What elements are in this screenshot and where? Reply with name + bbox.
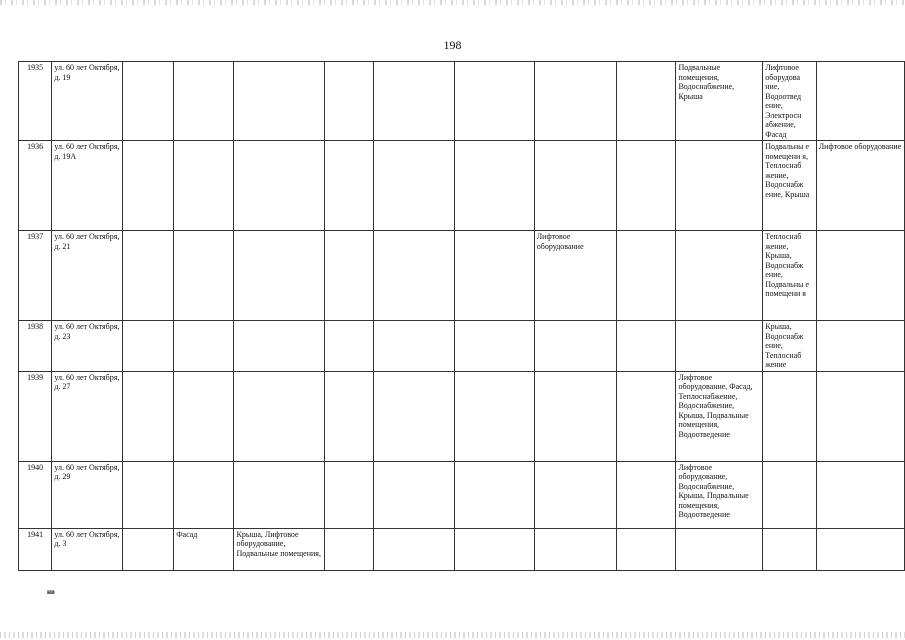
table-cell: [174, 321, 234, 372]
table-cell: Подвальны е помещени я, Теплоснаб жение, Водоснабж ение, Крыша: [763, 141, 816, 231]
scan-edge-bottom: [0, 632, 905, 638]
footer-mark: нв: [47, 588, 55, 596]
row-number: 1937: [19, 231, 52, 321]
table-cell: Лифтовое оборудова ние, Водоотвед ение, Электросн абжение, Фасад: [763, 62, 816, 141]
table-row: [19, 231, 905, 321]
table-cell: [374, 231, 454, 321]
table-cell: [174, 371, 234, 461]
row-number: 1938: [19, 321, 52, 372]
address-cell: ул. 60 лет Октября, д. 29: [52, 461, 122, 528]
table-cell: [763, 461, 816, 528]
table-cell: [676, 321, 763, 372]
table-cell: [454, 461, 534, 528]
table-cell: [454, 141, 534, 231]
table-cell: [816, 231, 904, 321]
table-cell: [454, 528, 534, 570]
table-cell: [534, 528, 616, 570]
table-cell: [174, 62, 234, 141]
address-cell: ул. 60 лет Октября, д. 27: [52, 371, 122, 461]
table-cell: [676, 231, 763, 321]
table-cell: [374, 62, 454, 141]
table-cell: [234, 461, 324, 528]
table-cell: [374, 461, 454, 528]
row-number: 1941: [19, 528, 52, 570]
address-cell: ул. 60 лет Октября, д. 19А: [52, 141, 122, 231]
table-cell: [763, 528, 816, 570]
table-cell: [174, 231, 234, 321]
table-cell: Фасад: [174, 528, 234, 570]
table-cell: [374, 371, 454, 461]
table-cell: [122, 231, 174, 321]
table-cell: [122, 461, 174, 528]
table-cell: [324, 528, 374, 570]
table-cell: Лифтовое оборудование: [534, 231, 616, 321]
table-cell: [122, 141, 174, 231]
table-cell: [234, 62, 324, 141]
table-cell: [534, 461, 616, 528]
table-row: [19, 62, 905, 141]
table-cell: Крыша, Водоснабж ение, Теплоснаб жение: [763, 321, 816, 372]
table-cell: [234, 321, 324, 372]
table-cell: [454, 62, 534, 141]
register-table: [18, 61, 905, 571]
table-cell: [324, 461, 374, 528]
table-cell: [234, 141, 324, 231]
table-cell: [122, 371, 174, 461]
table-cell: [816, 62, 904, 141]
row-number: 1936: [19, 141, 52, 231]
table-cell: [174, 141, 234, 231]
table-cell: [763, 371, 816, 461]
table-cell: [617, 461, 676, 528]
table-cell: Лифтовое оборудование, Фасад, Теплоснабжение, Водоснабжение, Крыша, Подвальные помещения, Водоотведение: [676, 371, 763, 461]
table-cell: [324, 62, 374, 141]
table-cell: [454, 231, 534, 321]
table-cell: [617, 371, 676, 461]
table-cell: [534, 141, 616, 231]
table-cell: [617, 62, 676, 141]
table-row: [19, 461, 905, 528]
table-cell: Теплоснаб жение, Крыша, Водоснабж ение, Подвальны е помещени я: [763, 231, 816, 321]
table-cell: [534, 371, 616, 461]
table-cell: [234, 231, 324, 321]
table-cell: Лифтовое оборудование: [816, 141, 904, 231]
table-cell: [324, 371, 374, 461]
address-cell: ул. 60 лет Октября, д. 19: [52, 62, 122, 141]
table-cell: [234, 371, 324, 461]
table-cell: [122, 321, 174, 372]
table-cell: [816, 461, 904, 528]
table-cell: [324, 231, 374, 321]
address-cell: ул. 60 лет Октября, д. 23: [52, 321, 122, 372]
table-cell: [324, 321, 374, 372]
table-cell: [454, 371, 534, 461]
row-number: 1939: [19, 371, 52, 461]
row-number: 1935: [19, 62, 52, 141]
table-cell: [122, 62, 174, 141]
table-cell: Лифтовое оборудование, Водоснабжение, Крыша, Подвальные помещения, Водоотведение: [676, 461, 763, 528]
table-cell: [374, 528, 454, 570]
table-cell: Крыша, Лифтовое оборудование, Подвальные помещения,: [234, 528, 324, 570]
table-cell: [617, 231, 676, 321]
table-cell: [816, 528, 904, 570]
page-number: 198: [443, 38, 462, 52]
table-cell: [374, 141, 454, 231]
table-cell: [816, 371, 904, 461]
table-cell: [374, 321, 454, 372]
table-cell: [676, 141, 763, 231]
table-cell: [174, 461, 234, 528]
table-row: [19, 371, 905, 461]
table-cell: [676, 528, 763, 570]
table-cell: [617, 528, 676, 570]
table-cell: Подвальные помещения, Водоснабжение, Крыша: [676, 62, 763, 141]
table-cell: [324, 141, 374, 231]
table-cell: [617, 141, 676, 231]
table-cell: [122, 528, 174, 570]
table-row: [19, 141, 905, 231]
table-row: [19, 528, 905, 570]
table-cell: [534, 62, 616, 141]
table-cell: [816, 321, 904, 372]
address-cell: ул. 60 лет Октября, д. 3: [52, 528, 122, 570]
scan-edge-top: [0, 0, 905, 5]
table-row: [19, 321, 905, 372]
table-cell: [617, 321, 676, 372]
row-number: 1940: [19, 461, 52, 528]
table-cell: [534, 321, 616, 372]
address-cell: ул. 60 лет Октября, д. 21: [52, 231, 122, 321]
table-cell: [454, 321, 534, 372]
